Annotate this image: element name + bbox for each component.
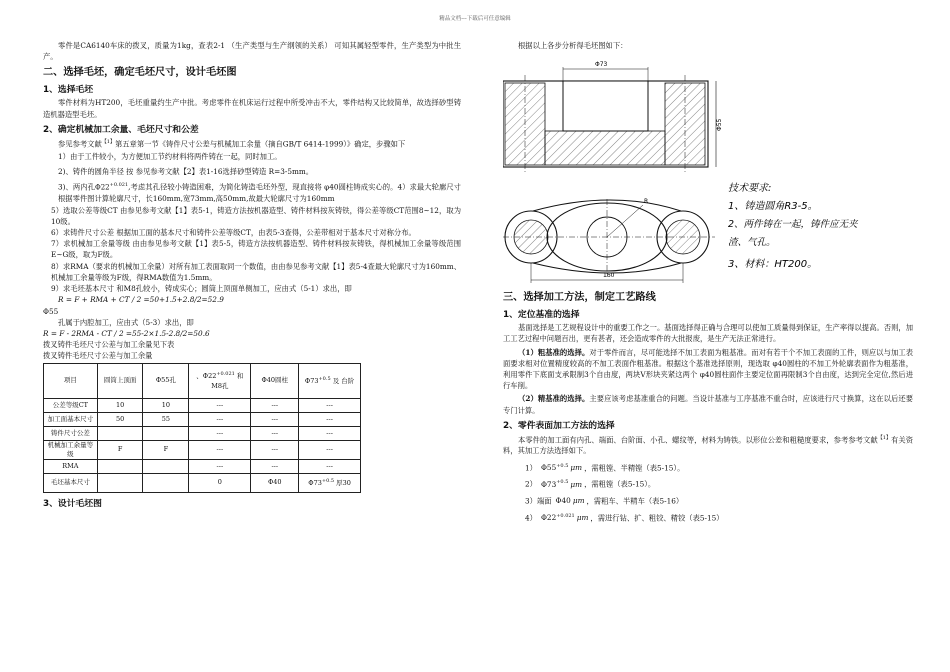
th-top-face: 圆筒上顶面 [97,363,143,398]
section-bottom-hatch [545,131,665,165]
table-cell: F [97,440,143,459]
step-6: 6）求铸件尺寸公差 根据加工面的基本尺寸和铸件公差等级CT，由表5-3查得，公差带相对于基本尺寸对称分布。 [51,228,416,238]
subsection-design-blank: 3、设计毛坯图 [43,498,102,509]
table-row [44,440,361,459]
table-cell: 10 [97,398,143,412]
item-sup: +0.5 [556,479,569,486]
table-row [44,459,361,473]
methods-post: 有关资料，其加工方法选择如下。 [503,435,914,456]
th-phi22-b: 和 [236,372,244,381]
item-text: ，需粗镗（表5-15）。 [584,479,656,489]
table-cell: --- [299,398,361,412]
tech-2a: 2、两件铸在一起，铸件应无夹 [728,219,858,231]
datum-text: 基面选择是工艺规程设计中的重要工作之一。基面选择得正确与合理可以使加工质量得到保证，生产率得以提高。否则，加工工艺过程中问题百出，更有甚者，还会造成零件的大批报废，是生产无法正常进行。 [503,323,913,344]
table-cell: 加工面基本尺寸 [44,412,98,426]
select-blank-text: 零件材料为HT200，毛坯重量约生产中批。考虑零件在机床运行过程中所受冲击不大，零件结构又比较简单，故选择砂型铸造机器造型毛坯。 [43,98,461,119]
step-8: 8）求RMA（要求的机械加工余量）对所有加工表面取同一个数值，由由参见参考文献【1】表5-4查最大轮廓尺寸为160mm、机械加工余量等级为F级，得RMA数值为1.5mm。 [51,261,461,282]
methods-pre: 本零件的加工面有内孔、端面、台阶面、小孔、螺纹等，材料为铸铁。以形位公差和粗糙度要求，参考参考文献 [518,435,878,445]
section-heading-3: 三、选择加工方法，制定工艺路线 [503,292,656,304]
table-cell: --- [299,440,361,459]
tech-requirements [728,182,859,270]
table-cell: F [143,440,189,459]
step-7: 7）求机械加工余量等级 由由参见参考文献【1】表5-5，铸造方法按机器造型、铸件材料按灰铸铁，得机械加工余量等级范围E~G级，取为F级。 [51,239,461,260]
method-item [503,511,913,524]
watermark: 精品文档---下载后可任意编辑 [439,16,511,22]
tech-title: 技术要求: [728,183,772,195]
table-cell: --- [299,459,361,473]
method-item [503,461,913,474]
section-heading-2: 二、选择毛坯，确定毛坯尺寸，设计毛坯图 [43,67,237,79]
table-cell: --- [251,412,299,426]
method-items [503,461,913,524]
table-cell: --- [251,440,299,459]
item-pre: 端面 [536,496,552,506]
dim-top-label: Φ73 [595,61,608,69]
table-cell: 55 [143,412,189,426]
intro-paragraph: 零件是CA6140车床的拨叉，质量为1kg，查表2-1 （生产类型与生产纲领的关系） 可知其属轻型零件，生产类型为中批生产。 [43,41,461,62]
drawing-intro: 根据以上各步分析得毛坯图如下： [518,41,628,50]
step-1: 1）由于工件较小，为方便加工节约材料将两件铸在一起，同时加工。 [58,152,282,162]
item-unit: μm [570,479,583,489]
th-phi40: Φ40圆柱 [251,363,299,398]
th-phi73-sup: +0.5 [318,375,331,382]
ref-pre: 参见参考文献 [58,139,102,149]
tech-1: 1、铸造圆角R3-5。 [728,201,818,213]
item-phi: Φ40 [555,496,571,506]
th-phi22-a: Φ22 [202,372,217,381]
table-caption-2: 拨叉铸件毛坯尺寸公差与加工余量 [43,351,153,361]
hole-text: 孔属于内腔加工，应由式（5-3）求出，即 [58,317,194,327]
table-cell: --- [189,412,251,426]
dim-bottom-label: 160 [603,272,615,280]
table-row [44,426,361,440]
phi55-label: Φ55 [43,306,59,316]
step3-pre: 3)、两内孔 [58,182,95,192]
table-cell [143,426,189,440]
table-cell: --- [251,398,299,412]
equation-2: R = F - 2RMA - CT / 2 =55-2×1.5-2.8/2=50.6 [43,328,210,338]
subsection-methods: 2、零件表面加工方法的选择 [503,420,615,431]
fine-datum [503,393,913,415]
td-last-2 [143,473,189,492]
table-cell: --- [189,426,251,440]
rough-datum [503,347,913,392]
item-phi: Φ55 [540,463,557,473]
step-9: 9）求毛坯基本尺寸 和M8孔较小，铸成实心；圆筒上顶面单侧加工，应由式（5-1）求出，即 [51,284,352,294]
blank-drawing [503,51,913,286]
table-cell: --- [251,426,299,440]
subsection-select-blank: 1、选择毛坯 [43,85,94,96]
item-unit: μm [570,463,583,473]
table-cell: 10 [143,398,189,412]
phi22-label: Φ22 [94,183,110,192]
item-num: 3） [525,496,537,506]
radius-leader [607,205,643,237]
th-phi73-b: 及 台阶 [332,377,355,386]
item-text: ，需粗镗、半精镗（表5-15）。 [584,463,685,473]
table-cell: 机械加工余量等级 [44,440,98,459]
step-5: 5）选取公差等级CT 由参见参考文献【1】表5-1，铸造方法按机器造型、铸件材料按灰铸铁，得公差等级CT范围8~12，取为10级。 [51,205,461,226]
table-cell: 50 [97,412,143,426]
item-sup: +0.021 [556,512,575,519]
td-last-5-a: Φ73 [308,479,322,488]
th-phi55: Φ55孔 [143,363,189,398]
table-body [44,398,361,473]
rough-datum-bold: （1）粗基准的选择。 [518,347,590,357]
item-num: 2） [525,479,537,489]
table-row [44,412,361,426]
td-last-5-b: 厚30 [336,479,351,488]
th-phi22-dot: 、 [196,372,203,381]
th-phi22-sup: +0.021 [216,371,235,378]
table-row-last [44,473,361,492]
table-cell: --- [189,440,251,459]
item-num: 4） [525,512,537,522]
item-phi: Φ73 [540,479,557,489]
allowance-table [43,363,361,493]
table-caption-1: 拨叉铸件毛坯尺寸公差与加工余量见下表 [43,340,175,350]
methods-text [503,433,913,457]
td-last-label: 毛坯基本尺寸 [44,473,98,492]
table-cell: --- [189,459,251,473]
item-unit: μm [572,496,585,506]
tech-3: 3、材料：HT200。 [728,259,818,271]
item-num: 1） [525,463,537,473]
table-cell: --- [299,412,361,426]
plan-view [503,198,715,283]
subsection-allowance: 2、确定机械加工余量、毛坯尺寸和公差 [43,124,199,135]
item-text: ，需进行钻、扩、粗铰、精铰（表5-15） [590,512,724,522]
step3-post: ,考虑其孔径较小铸造困难，为简化铸造毛坯外型，现直接将 φ40圆柱铸成实心的。4）求最大轮廓尺寸 根据零件图计算轮廓尺寸，长160mm,宽73mm,高50mm,故最大轮廓尺寸为160mm [58,182,461,204]
fine-datum-text: 主要应该考虑基准重合的问题。当设计基准与工序基准不重合时，应该进行尺寸换算，这在以后还要专门计算。 [503,394,914,415]
step-2: 2)、铸件的圆角半径 按 参见参考文献【2】表1-16选择砂型铸造 R=3-5mm。 [58,166,314,176]
section-cavity [563,81,648,131]
td-last-5-sup: +0.5 [321,477,335,484]
left-column [43,40,461,511]
equation-1: R = F + RMA + CT / 2 =50+1.5+2.8/2=52.9 [58,295,224,305]
table-cell [143,459,189,473]
td-last-3: 0 [189,473,251,492]
dim-side-label: Φ55 [716,118,723,132]
td-last-5 [299,473,361,492]
rough-datum-text: 对于零件而言，尽可能选择不加工表面为粗基准。而对有若干个不加工表面的工件，则应以与加工表面要求相对位置精度较高的不加工表面作粗基准。根据这个基准选择原则，现选取 φ40圆柱的不加工外轮廓表面作为粗基准，利用零件下底面支承限制3个自由度，两块V形块夹紧这两个 φ40圆柱面作主要定位面再限制3个自由度，达到完全定位,然后进行车削。 [503,347,914,391]
reference-paragraph [43,137,461,150]
ref-post: 第五章第一节《铸件尺寸公差与机械加工余量（摘自GB/T 6414-1999）》确定，步骤如下 [114,139,406,149]
method-item [503,477,913,490]
th-phi73-a: Φ73 [304,377,319,386]
right-column [503,40,913,523]
th-item: 项目 [44,363,98,398]
td-last-4: Φ40 [251,473,299,492]
th-phi22-c: M8孔 [211,381,229,390]
dim-r-label: R [644,198,649,206]
table-cell [97,426,143,440]
method-item [503,494,913,507]
table-cell: 铸件尺寸公差 [44,426,98,440]
step-3 [43,180,461,205]
table-row [44,398,361,412]
ref-sup: 【1】 [101,138,115,145]
item-sup: +0.5 [556,462,569,469]
table-cell: --- [251,459,299,473]
item-text: ，需粗车、半精车（表5-16） [586,496,684,506]
table-cell: --- [189,398,251,412]
th-phi22 [189,363,251,398]
subsection-datum: 1、定位基准的选择 [503,310,580,321]
th-phi73 [299,363,361,398]
methods-sup: 【1】 [877,434,892,441]
item-phi: Φ22 [540,512,557,522]
item-unit: μm [576,512,589,522]
table-header-row [44,363,361,398]
phi22-tol: +0.021 [109,181,129,188]
table-cell: 公差等级CT [44,398,98,412]
table-cell [97,459,143,473]
fine-datum-bold: （2）精基准的选择。 [518,394,590,404]
table-cell: --- [299,426,361,440]
tech-2b: 渣、气孔。 [728,237,776,249]
table-cell: RMA [44,459,98,473]
section-view [503,61,723,173]
td-last-1 [97,473,143,492]
